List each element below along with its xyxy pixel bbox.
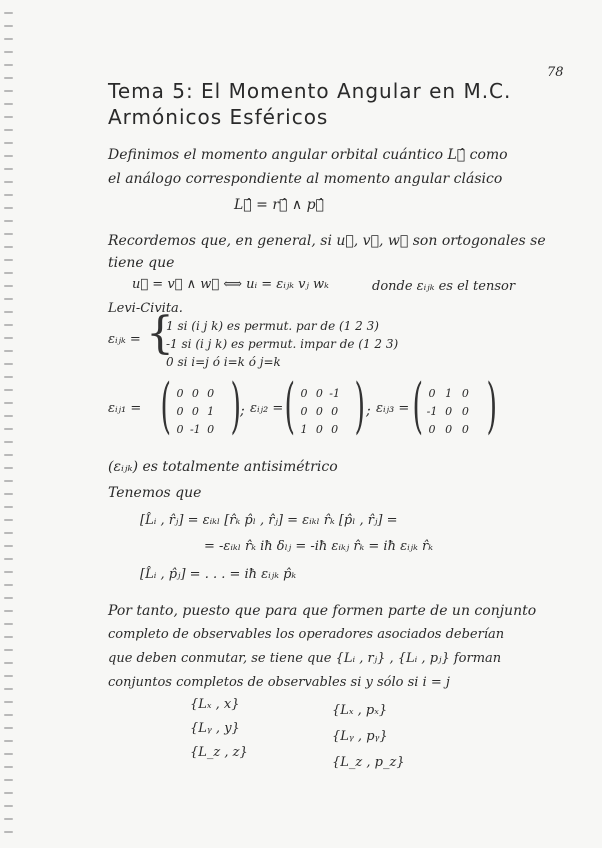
binding-hole bbox=[4, 506, 13, 508]
matrix-cell: 1 bbox=[445, 387, 453, 400]
binding-hole bbox=[4, 402, 13, 404]
binding-hole bbox=[4, 311, 13, 313]
matrix-left-paren: ( bbox=[412, 371, 423, 441]
binding-hole bbox=[4, 636, 13, 638]
binding-hole bbox=[4, 662, 13, 664]
set-left-3: {L_z , z} bbox=[190, 745, 248, 760]
paragraph-3-line-4: conjuntos completos de observables si y sólo si i = j bbox=[108, 675, 450, 690]
epsilon-definition-label: εᵢⱼₖ = bbox=[108, 332, 141, 347]
matrix-cell: -1 bbox=[189, 423, 201, 436]
epsilon-case-2: -1 si (i j k) es permut. impar de (1 2 3) bbox=[166, 337, 399, 351]
matrix-cell: 0 bbox=[461, 405, 469, 418]
chapter-subtitle: Armónicos Esféricos bbox=[108, 105, 329, 129]
binding-hole bbox=[4, 428, 13, 430]
matrix-cell: 0 bbox=[445, 423, 453, 436]
commutator-L-p: [L̂ᵢ , p̂ⱼ] = . . . = iħ εᵢⱼₖ p̂ₖ bbox=[140, 567, 297, 582]
binding-hole bbox=[4, 337, 13, 339]
binding-hole bbox=[4, 441, 13, 443]
binding-hole bbox=[4, 77, 13, 79]
matrix-cell: 0 bbox=[191, 405, 199, 418]
binding-hole bbox=[4, 532, 13, 534]
matrix-separator-1: ; bbox=[240, 403, 245, 419]
paragraph-2-line-2: tiene que bbox=[108, 255, 175, 271]
binding-hole bbox=[4, 584, 13, 586]
chapter-title: Tema 5: El Momento Angular en M.C. bbox=[108, 79, 512, 103]
matrix-cell: 0 bbox=[315, 423, 323, 436]
binding-hole bbox=[4, 727, 13, 729]
matrix-cell: 0 bbox=[331, 405, 339, 418]
binding-hole bbox=[4, 571, 13, 573]
matrix-cell: 0 bbox=[176, 387, 184, 400]
matrix-left-paren: ( bbox=[160, 371, 171, 441]
matrix-cell: 0 bbox=[207, 387, 215, 400]
binding-hole bbox=[4, 142, 13, 144]
binding-hole bbox=[4, 675, 13, 677]
paragraph-1-line-2: el análogo correspondiente al momento angular clásico bbox=[108, 171, 503, 187]
matrix-cell: 0 bbox=[315, 387, 323, 400]
matrix-right-paren: ) bbox=[354, 371, 365, 441]
matrix-cell: 0 bbox=[445, 405, 453, 418]
binding-hole bbox=[4, 116, 13, 118]
cross-product-note: donde εᵢⱼₖ es el tensor bbox=[372, 279, 516, 294]
binding-hole bbox=[4, 766, 13, 768]
matrix-3 bbox=[412, 371, 497, 444]
binding-hole bbox=[4, 181, 13, 183]
binding-hole bbox=[4, 805, 13, 807]
matrix-2 bbox=[284, 371, 365, 444]
binding-hole bbox=[4, 779, 13, 781]
tenemos-que: Tenemos que bbox=[108, 485, 202, 501]
matrix-left-paren: ( bbox=[284, 371, 295, 441]
binding-hole bbox=[4, 454, 13, 456]
set-left-2: {Lᵧ , y} bbox=[190, 721, 240, 736]
page-number: 78 bbox=[547, 65, 564, 80]
matrix-cell: 0 bbox=[461, 423, 469, 436]
binding-hole bbox=[4, 90, 13, 92]
paragraph-1-line-1: Definimos el momento angular orbital cuántico L⃗̂ como bbox=[108, 147, 508, 163]
binding-hole bbox=[4, 363, 13, 365]
binding-hole bbox=[4, 792, 13, 794]
paragraph-3-line-3: que deben conmutar, se tiene que {Lᵢ , rⱼ} , {Lᵢ , pⱼ} forman bbox=[108, 651, 502, 666]
binding-hole bbox=[4, 649, 13, 651]
binding-hole bbox=[4, 467, 13, 469]
matrix-cell: 0 bbox=[315, 405, 323, 418]
binding-hole bbox=[4, 103, 13, 105]
binding-hole bbox=[4, 558, 13, 560]
matrix-cell: 0 bbox=[428, 423, 436, 436]
matrix-separator-2: ; bbox=[366, 403, 371, 419]
binding-hole bbox=[4, 155, 13, 157]
binding-hole bbox=[4, 233, 13, 235]
matrix-right-paren: ) bbox=[486, 371, 497, 441]
binding-hole bbox=[4, 376, 13, 378]
binding-hole bbox=[4, 220, 13, 222]
binding-hole bbox=[4, 51, 13, 53]
matrix-cell: 1 bbox=[207, 405, 215, 418]
levi-civita-label: Levi-Civita. bbox=[108, 301, 183, 316]
antisymmetric-statement: (εᵢⱼₖ) es totalmente antisimétrico bbox=[108, 459, 338, 475]
binding-hole bbox=[4, 818, 13, 820]
set-right-2: {Lᵧ , pᵧ} bbox=[332, 729, 388, 744]
matrix-cell: 0 bbox=[176, 405, 184, 418]
paragraph-3-line-1: Por tanto, puesto que para que formen parte de un conjunto bbox=[108, 603, 537, 619]
binding-hole bbox=[4, 168, 13, 170]
binding-hole bbox=[4, 480, 13, 482]
binding-hole bbox=[4, 545, 13, 547]
binding-hole bbox=[4, 831, 13, 833]
binding-hole bbox=[4, 753, 13, 755]
matrix-cell: 1 bbox=[300, 423, 308, 436]
commutator-L-r-line-2: = -εᵢₖₗ r̂ₖ iħ δₗⱼ = -iħ εᵢₖⱼ r̂ₖ = iħ εᵢⱼₖ r̂ₖ bbox=[204, 539, 433, 554]
matrix-right-paren: ) bbox=[230, 371, 241, 441]
binding-hole bbox=[4, 272, 13, 274]
epsilon-case-3: 0 si i=j ó i=k ó j=k bbox=[166, 355, 281, 369]
matrix-cell: 0 bbox=[191, 387, 199, 400]
binding-hole bbox=[4, 64, 13, 66]
binding-hole bbox=[4, 129, 13, 131]
binding-hole bbox=[4, 389, 13, 391]
binding-hole bbox=[4, 701, 13, 703]
paragraph-3-line-2: completo de observables los operadores asociados deberían bbox=[108, 627, 505, 642]
set-right-1: {Lₓ , pₓ} bbox=[332, 703, 388, 718]
paragraph-2-line-1: Recordemos que, en general, si u⃗, v⃗, w⃗ son ortogonales se bbox=[108, 233, 546, 249]
set-left-1: {Lₓ , x} bbox=[190, 697, 240, 712]
equation-angular-momentum: L⃗̂ = r⃗̂ ∧ p⃗̂ bbox=[234, 197, 324, 213]
matrix-cell: 0 bbox=[300, 405, 308, 418]
matrix-cell: 0 bbox=[300, 387, 308, 400]
set-right-3: {L_z , p_z} bbox=[332, 755, 405, 770]
binding-hole bbox=[4, 740, 13, 742]
binding-hole bbox=[4, 350, 13, 352]
matrix-cell: 0 bbox=[428, 387, 436, 400]
binding-hole bbox=[4, 285, 13, 287]
binding-hole bbox=[4, 714, 13, 716]
equation-cross-product: u⃗ = v⃗ ∧ w⃗ ⟺ uᵢ = εᵢⱼₖ vⱼ wₖ bbox=[132, 277, 329, 292]
spiral-binding-margin bbox=[0, 0, 22, 848]
matrix-3-label: εᵢⱼ₃ = bbox=[376, 401, 410, 416]
matrix-cell: 0 bbox=[331, 423, 339, 436]
epsilon-cases-brace: { bbox=[146, 308, 174, 359]
binding-hole bbox=[4, 298, 13, 300]
epsilon-case-1: 1 si (i j k) es permut. par de (1 2 3) bbox=[166, 319, 379, 333]
binding-hole bbox=[4, 415, 13, 417]
matrix-cell: 0 bbox=[461, 387, 469, 400]
matrix-cell: -1 bbox=[426, 405, 438, 418]
binding-hole bbox=[4, 597, 13, 599]
binding-hole bbox=[4, 38, 13, 40]
matrix-cell: -1 bbox=[329, 387, 341, 400]
matrix-cell: 0 bbox=[207, 423, 215, 436]
binding-hole bbox=[4, 25, 13, 27]
binding-hole bbox=[4, 324, 13, 326]
binding-hole bbox=[4, 246, 13, 248]
binding-hole bbox=[4, 493, 13, 495]
binding-hole bbox=[4, 259, 13, 261]
matrix-cell: 0 bbox=[176, 423, 184, 436]
binding-hole bbox=[4, 194, 13, 196]
matrix-1-label: εᵢⱼ₁ = bbox=[108, 401, 142, 416]
commutator-L-r-line-1: [L̂ᵢ , r̂ⱼ] = εᵢₖₗ [r̂ₖ p̂ₗ , r̂ⱼ] = εᵢₖₗ r̂ₖ [p̂ₗ , r̂ⱼ] = bbox=[140, 513, 398, 528]
matrix-1 bbox=[160, 371, 241, 444]
binding-hole bbox=[4, 623, 13, 625]
binding-hole bbox=[4, 519, 13, 521]
matrix-2-label: εᵢⱼ₂ = bbox=[250, 401, 284, 416]
binding-hole bbox=[4, 12, 13, 14]
binding-hole bbox=[4, 207, 13, 209]
binding-hole bbox=[4, 610, 13, 612]
binding-hole bbox=[4, 688, 13, 690]
